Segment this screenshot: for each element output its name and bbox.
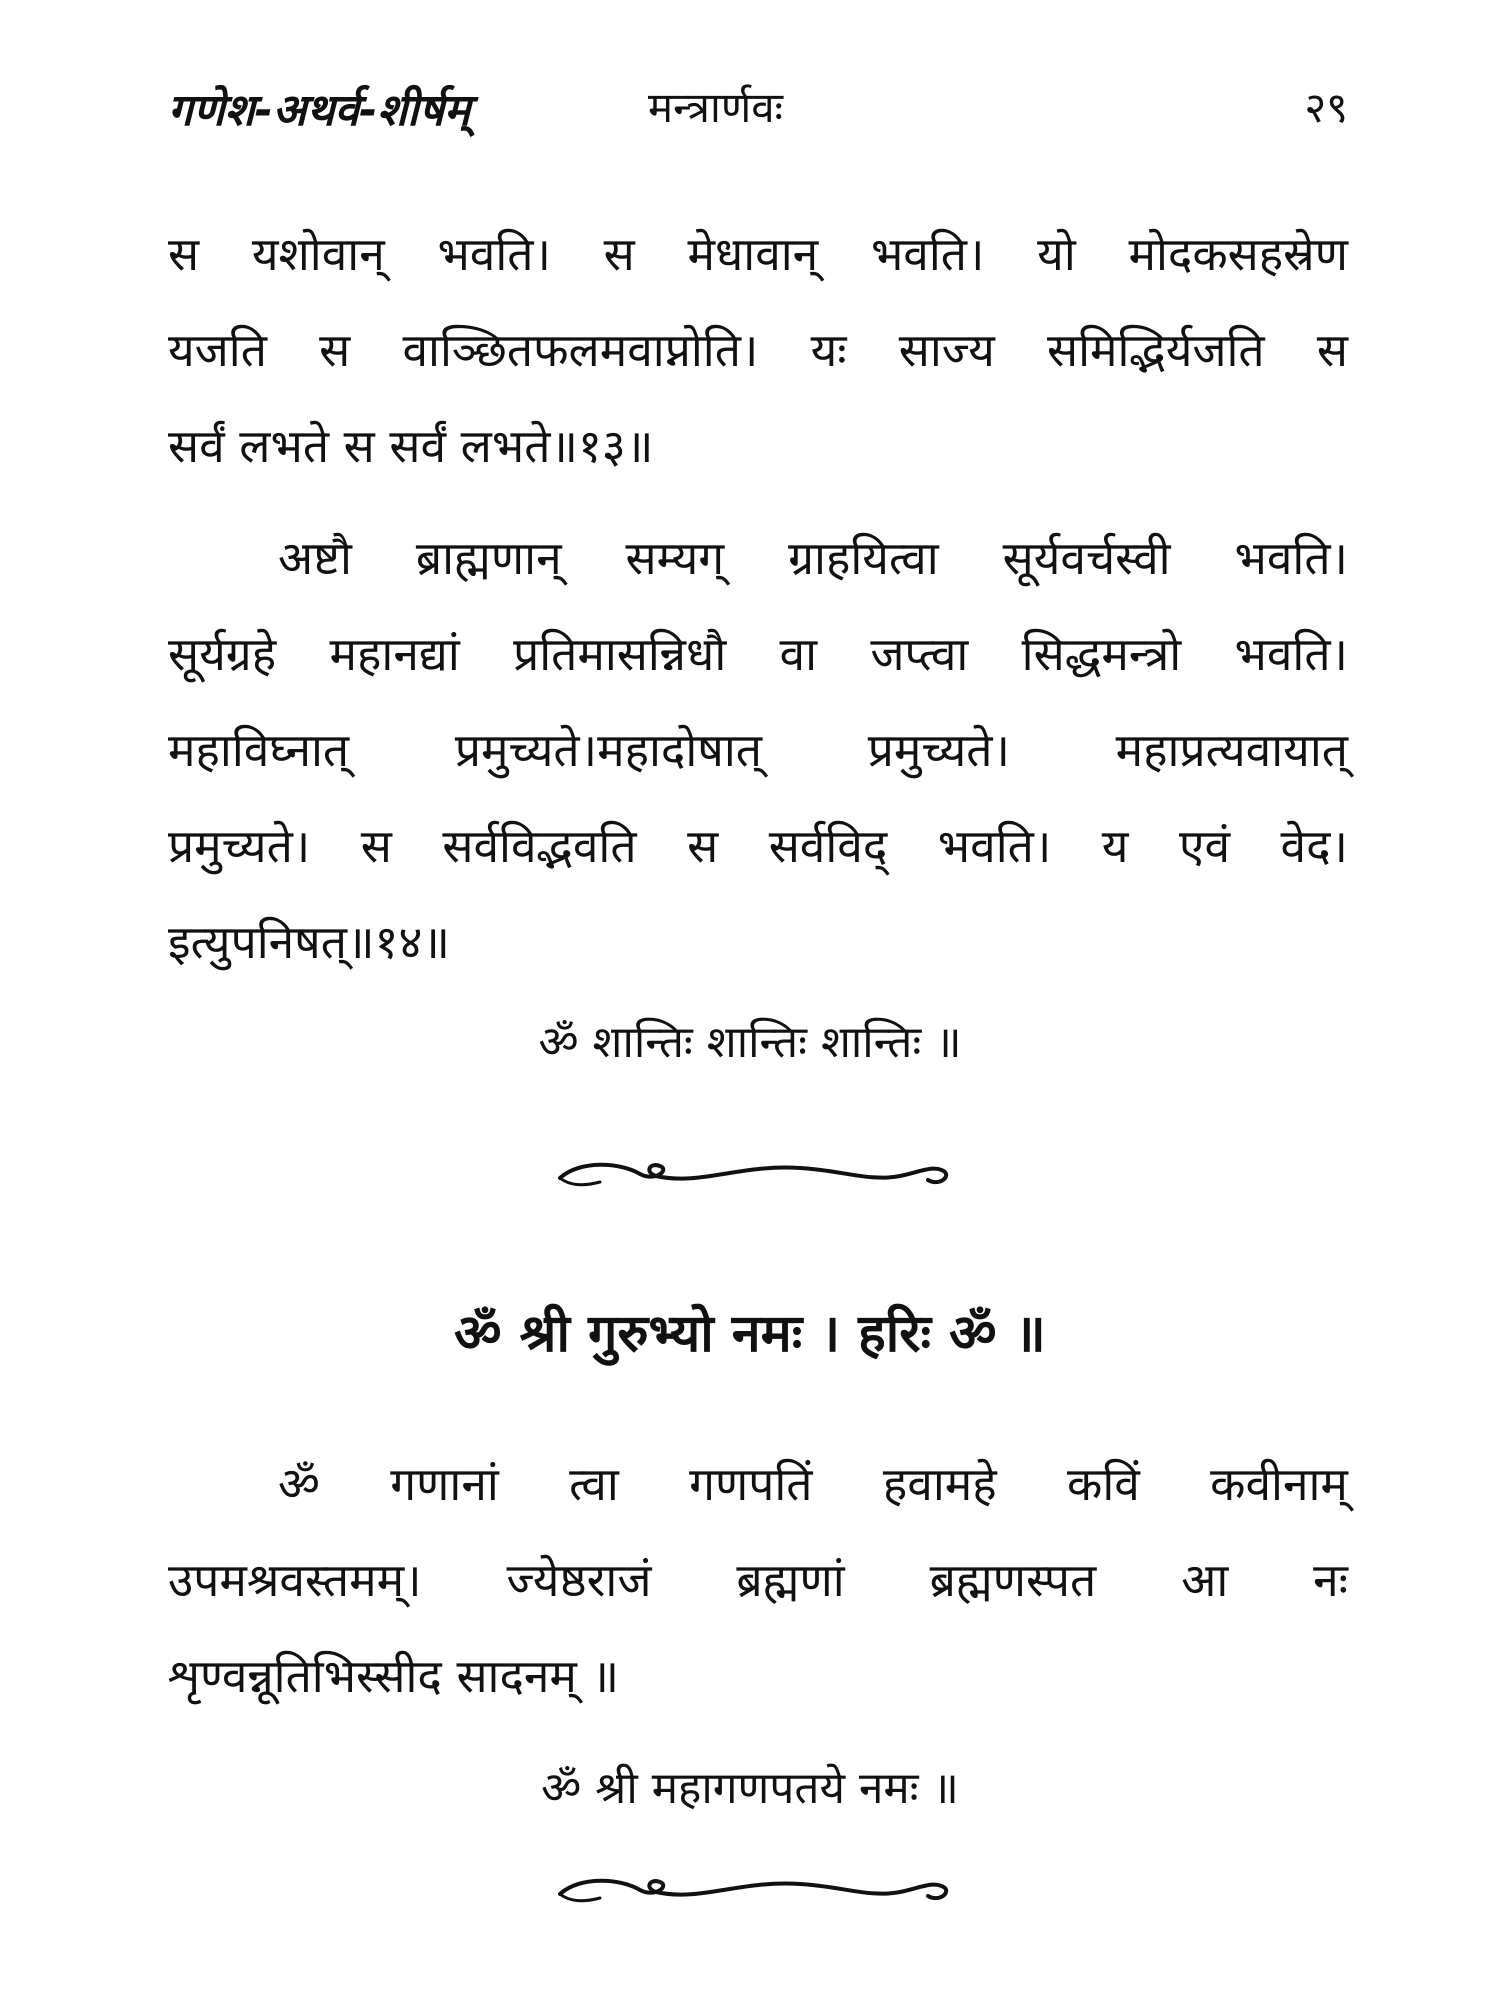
word: यः [810, 323, 847, 377]
word: य [1101, 819, 1129, 873]
verse-14 [168, 510, 1348, 990]
word: प्रतिमासन्निधौ [513, 627, 727, 681]
ornamental-divider [540, 1150, 960, 1200]
word: भवति। [937, 819, 1052, 873]
word: प्रमुच्यते। [168, 819, 311, 873]
mantra-end: शृण्वन्नूतिभिस्सीद सादनम् ॥ [168, 1649, 620, 1703]
verse-14-line-1 [168, 510, 1348, 606]
verse-14-line-5 [168, 894, 1348, 990]
word: सर्वविद्भवति [442, 819, 637, 873]
word: वाञ्छितफलमवाप्नोति। [402, 323, 759, 377]
word: ब्राह्मणान् [415, 531, 562, 585]
word: आ [1181, 1553, 1229, 1607]
verse-13-end: सर्वं लभते स सर्वं लभते॥१३॥ [168, 419, 654, 473]
word: कवीनाम् [1210, 1457, 1348, 1511]
word: साज्य [898, 323, 995, 377]
verse-13-line-3 [168, 398, 1348, 494]
word: सूर्यवर्चस्वी [1002, 531, 1171, 585]
word: महाविघ्नात् [168, 723, 350, 777]
ornamental-divider-bottom [540, 1866, 960, 1916]
mantra-line-3 [168, 1628, 1348, 1724]
word: नः [1313, 1553, 1348, 1607]
closing-line: ॐ श्री महागणपतये नमः ॥ [541, 1763, 959, 1814]
word: सम्यग् [625, 531, 725, 585]
word: स [319, 323, 351, 377]
word: सिद्धमन्त्रो [1021, 627, 1182, 681]
word: यशोवान् [251, 227, 385, 281]
section-heading: ॐ श्री गुरुभ्यो नमः । हरिः ॐ ॥ [454, 1304, 1046, 1364]
word: सर्वविद् [768, 819, 888, 873]
word: वा [779, 627, 818, 681]
word: वेद। [1280, 819, 1348, 873]
word: गणपतिं [689, 1457, 813, 1511]
header-book-title: मन्त्रार्णवः [648, 83, 784, 132]
running-head [168, 78, 1348, 148]
word: मेधावान् [687, 227, 819, 281]
ganapati-mantra [168, 1436, 1348, 1724]
mantra-line-1 [168, 1436, 1348, 1532]
word: ज्येष्ठराजं [506, 1553, 652, 1607]
verse-14-end: इत्युपनिषत्॥१४॥ [168, 915, 450, 969]
verse-13-line-1 [168, 206, 1348, 302]
word: प्रमुच्यते। [867, 723, 1010, 777]
word: स [687, 819, 719, 873]
mantra-line-2 [168, 1532, 1348, 1628]
word: ॐ [278, 1457, 320, 1511]
word: भवति। [870, 227, 985, 281]
word: अष्टौ [278, 531, 352, 585]
word: प्रमुच्यते।महादोषात् [454, 723, 762, 777]
word: स [360, 819, 392, 873]
word: सूर्यग्रहे [168, 627, 277, 681]
word: ग्राहयित्वा [788, 531, 939, 585]
word: हवामहे [882, 1457, 997, 1511]
word: स [168, 227, 200, 281]
verse-13-line-2 [168, 302, 1348, 398]
word: यो [1037, 227, 1076, 281]
word: कविं [1067, 1457, 1140, 1511]
header-title: गणेश-अथर्व-शीर्षम् [168, 85, 471, 136]
word: यजति [168, 323, 267, 377]
word: महानद्यां [329, 627, 460, 681]
word: जप्त्वा [870, 627, 969, 681]
word: ब्रह्मणां [736, 1553, 845, 1607]
word: ब्रह्मणस्पत [929, 1553, 1097, 1607]
word: त्वा [569, 1457, 619, 1511]
word: भवति। [1234, 627, 1348, 681]
verse-14-line-4 [168, 798, 1348, 894]
word: भवति। [437, 227, 551, 281]
word: एवं [1179, 819, 1231, 873]
word: गणानां [390, 1457, 499, 1511]
verse-13 [168, 206, 1348, 494]
word: मोदकसहस्रेण [1128, 227, 1348, 281]
page-number: २९ [1304, 83, 1348, 132]
word: उपमश्रवस्तमम्। [168, 1553, 422, 1607]
verse-14-line-2 [168, 606, 1348, 702]
word: भवति। [1234, 531, 1348, 585]
shanti-line: ॐ शान्तिः शान्तिः शान्तिः ॥ [538, 1017, 962, 1068]
word: महाप्रत्यवायात् [1115, 723, 1348, 777]
word: स [603, 227, 635, 281]
word: समिद्भिर्यजति [1046, 323, 1265, 377]
verse-14-line-3 [168, 702, 1348, 798]
word: स [1316, 323, 1348, 377]
